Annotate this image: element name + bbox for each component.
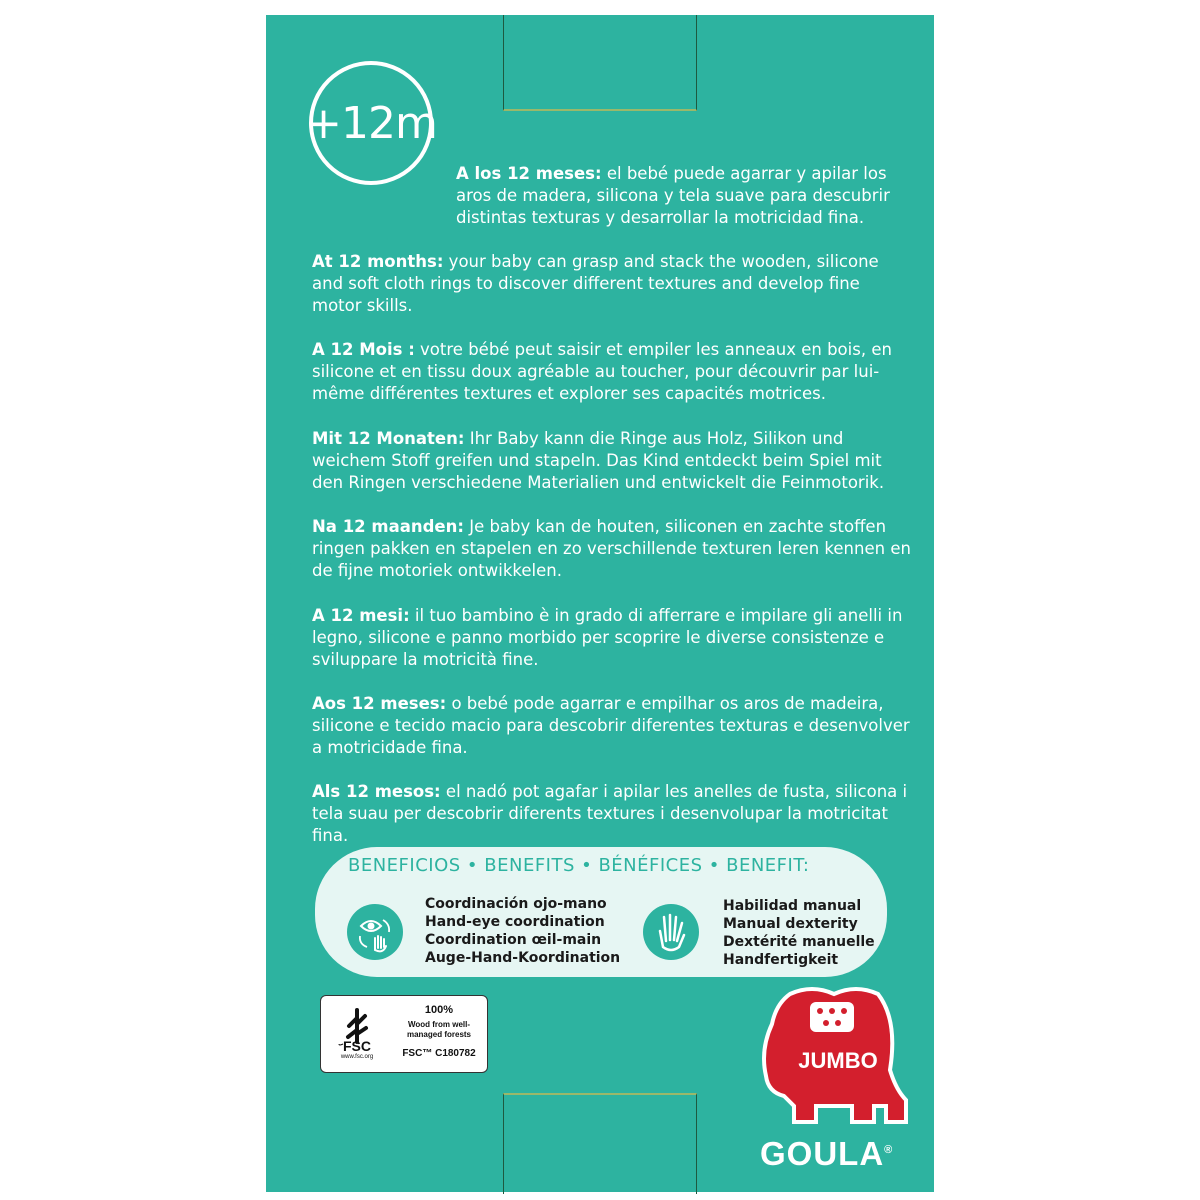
fsc-label xyxy=(320,995,488,1073)
lead-nl: Na 12 maanden: xyxy=(312,517,464,536)
benefit-item: Manual dexterity xyxy=(723,916,858,932)
paragraph-nl xyxy=(312,516,912,582)
hand-eye-coordination-list xyxy=(425,895,620,967)
text-en: your baby can grasp and stack the wooden, silicone and soft cloth rings to discover different textures and develop fine motor skills. xyxy=(312,252,879,315)
fold-line-bottom xyxy=(503,1093,697,1194)
age-badge: +12m xyxy=(309,61,433,185)
text-it: il tuo bambino è in grado di afferrare e impilare gli anelli in legno, silicone e panno morbido per scoprire le diverse consistenze e sviluppare la motricità fine. xyxy=(312,606,903,669)
benefit-item: Coordination œil-main xyxy=(425,932,602,948)
benefit-item: Handfertigkeit xyxy=(723,952,839,968)
paragraph-es xyxy=(312,163,912,229)
paragraph-ca xyxy=(312,781,912,847)
text-de: Ihr Baby kann die Ringe aus Holz, Silikon und weichem Stoff greifen und stapeln. Das Kind entdeckt beim Spiel mit den Ringen verschiedene Materialien und entwickelt die Feinmotorik. xyxy=(312,429,885,492)
eye-hand-icon xyxy=(347,904,403,960)
fsc-website: www.fsc.org xyxy=(340,1054,374,1060)
hand-icon xyxy=(643,904,699,960)
paragraph-en xyxy=(312,251,912,317)
registered-mark: ® xyxy=(884,1144,894,1156)
fsc-code: FSC™ C180782 xyxy=(402,1048,476,1059)
goula-text: GOULA xyxy=(760,1135,885,1172)
lead-pt: Aos 12 meses: xyxy=(312,694,447,713)
benefits-box xyxy=(315,847,887,977)
lead-fr: A 12 Mois : xyxy=(312,340,415,359)
benefit-item: Habilidad manual xyxy=(723,898,862,914)
paragraph-fr xyxy=(312,339,912,405)
fsc-mark-text: FSC xyxy=(343,1038,371,1054)
fsc-description: Wood from well-managed forests xyxy=(406,1020,472,1039)
fsc-percent: 100% xyxy=(424,1004,454,1016)
lead-de: Mit 12 Monaten: xyxy=(312,429,465,448)
lead-en: At 12 months: xyxy=(312,252,444,271)
text-fr: votre bébé peut saisir et empiler les anneaux en bois, en silicone et en tissu doux agréable au toucher, pour découvrir par lui-même différentes textures et explorer ses capacités motrices. xyxy=(312,340,892,403)
benefit-item: Dextérité manuelle xyxy=(723,934,875,950)
manual-dexterity-list xyxy=(723,897,875,969)
text-es: el bebé puede agarrar y apilar los aros de madera, silicona y tela suave para descubrir distintas texturas y desarrollar la motricidad fina. xyxy=(456,164,890,227)
benefit-item: Coordinación ojo-mano xyxy=(425,896,607,912)
text-nl: Je baby kan de houten, siliconen en zachte stoffen ringen pakken en stapelen en zo verschillende texturen leren kennen en de fijne motoriek ontwikkelen. xyxy=(312,517,911,580)
benefit-item: Hand-eye coordination xyxy=(425,914,605,930)
lead-es: A los 12 meses: xyxy=(456,164,602,183)
benefits-title: BENEFICIOS • BENEFITS • BÉNÉFICES • BENEFIT: xyxy=(348,855,810,876)
text-ca: el nadó pot agafar i apilar les anelles de fusta, silicona i tela suau per descobrir diferents textures i desenvolupar la motricitat fina. xyxy=(312,782,908,845)
text-pt: o bebé pode agarrar e empilhar os aros de madeira, silicone e tecido macio para descobrir diferentes texturas e desenvolver a motricidade fina. xyxy=(312,694,910,757)
paragraph-de xyxy=(312,428,912,494)
jumbo-wordmark: JUMBO xyxy=(798,1048,878,1073)
benefit-item: Auge-Hand-Koordination xyxy=(425,950,621,966)
paragraph-pt xyxy=(312,693,912,759)
paragraph-it xyxy=(312,605,912,671)
fold-line-top xyxy=(503,15,697,111)
lead-ca: Als 12 mesos: xyxy=(312,782,441,801)
packaging-panel xyxy=(266,15,934,1192)
lead-it: A 12 mesi: xyxy=(312,606,410,625)
goula-wordmark xyxy=(760,1135,893,1173)
